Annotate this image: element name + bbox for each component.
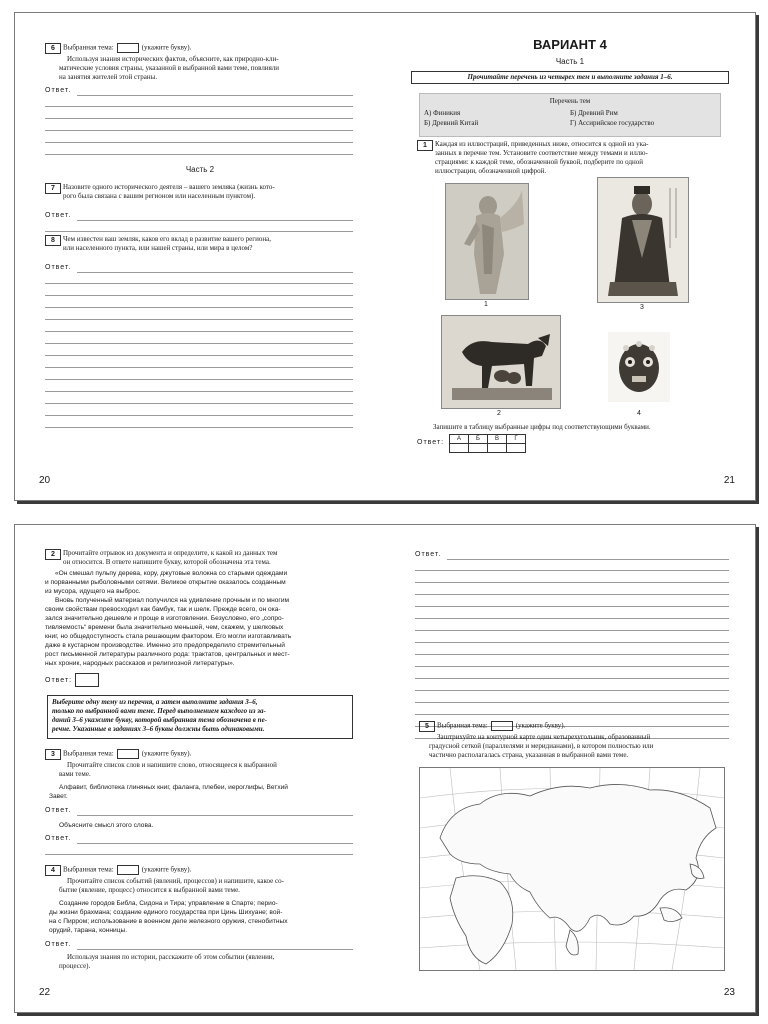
illustration-4-number: 4 (637, 410, 641, 417)
task-number-8: 8 (45, 235, 61, 246)
notice-box: Выберите одну тему из перечня, а затем выполните задания 3–6, только по выбранной вами теме. Перед выполнением каждого из за- даний 3–6 укажите букву, которой выбранная тема обозначена в пе- речне. Указанные в заданиях 3–6 буквы должны быть одинаковыми. (47, 695, 353, 739)
answer-label: Ответ: (417, 439, 445, 446)
topics-box (419, 93, 721, 137)
page-number: 20 (39, 475, 51, 486)
page-number: 21 (723, 475, 735, 486)
task3-text: Прочитайте список слов и напишите слово, относящееся к выбранной вами теме. (59, 761, 277, 778)
illustration-1-number: 1 (484, 301, 488, 308)
task4-label: Выбранная тема: (укажите букву). (63, 865, 192, 874)
task6-label: Выбранная тема: (укажите букву). (63, 43, 192, 52)
task7-text: Назовите одного исторического деятеля – вашего земляка (жизнь кото- рого была связана с вашим регионом или населенным пунктом). (63, 183, 275, 200)
task3-label: Выбранная тема: (укажите букву). (63, 749, 192, 758)
task-number-1: 1 (417, 140, 433, 151)
answer-line[interactable] (77, 806, 353, 816)
contour-map-eurasia[interactable] (419, 767, 725, 971)
task3-explain: Объясните смысл этого слова. (59, 822, 154, 829)
answer-cell-g[interactable] (507, 444, 526, 453)
answer-cell-a[interactable] (450, 444, 469, 453)
book-spread-top (14, 12, 756, 501)
illustration-2-number: 2 (497, 410, 501, 417)
task6-text: Используя знания исторических фактов, объясните, как природно-кли- матические условия страны, указанной в выбранной вами теме, повлияли на занятия жителей этой страны. (59, 55, 280, 81)
answer-lines-4[interactable] (415, 559, 729, 739)
task4-events: Создание городов Библа, Сидона и Тира; управление в Спарте; перио- ды жизни брахмана; создание единого государства при Цинь Шихуане; вой- на с Пирром; использование в военном деле железного оружия, стенобитных орудий, тарана, конницы. (49, 900, 288, 934)
part1-heading: Часть 1 (555, 57, 585, 66)
instruction-box: Прочитайте перечень из четырех тем и выполните задания 1–6. (411, 71, 729, 84)
illustration-1-assyrian-relief (445, 183, 529, 300)
illustration-3-number: 3 (640, 304, 644, 311)
answer-cell-v[interactable] (488, 444, 507, 453)
answer-label: Ответ. (415, 551, 442, 558)
answer-label: Ответ. (45, 87, 72, 94)
task-number-7: 7 (45, 183, 61, 194)
page-23 (385, 525, 755, 1012)
answer-label: Ответ. (45, 807, 72, 814)
page-number: 23 (723, 987, 735, 998)
topic-b: Б) Древний Рим (570, 109, 618, 117)
task-number-2: 2 (45, 549, 61, 560)
task8-text: Чем известен ваш земляк, каков его вклад в развитие вашего региона, или населенного пункта, или нашей страны, или мира в целом? (63, 235, 271, 252)
task-number-4: 4 (45, 865, 61, 876)
variant-title: ВАРИАНТ 4 (533, 37, 607, 52)
page-21 (385, 13, 755, 500)
letter-b: Б (469, 435, 488, 444)
topic-letter-box[interactable] (117, 43, 139, 53)
answer-line[interactable] (77, 940, 353, 950)
letter-g: Г (507, 435, 526, 444)
document-quote: «Он смешал пульпу дерева, кору, джутовые волокна со старыми одеждами и порванными рыболовными сетями. Великое открытие оказалось созданным из мусора, идущего на выброс. Вновь полученный материал получился на удивление прочным и по многим своим свойствам превосходил как бамбук, так и шелк. Прежде всего, он ока- зался значительно дешевле и проще в изготовлении. Безусловно, его „сопро- тивляемость“ времени была значительно меньшей, чем, скажем, у шелковых книг, но общедоступность стала решающим фактором. Его могли изготавливать даже в кустарном производстве. Именно это предопределило стремительный рост письменной литературы различного рода: трактатов, центральных и мест- ных хроник, народных рассказов и религиозной литературы». (45, 570, 292, 667)
topic-a: А) Финикия (424, 109, 461, 117)
topic-letter-box[interactable] (491, 721, 513, 731)
answer-label: Ответ. (45, 212, 72, 219)
topic-letter-box[interactable] (117, 865, 139, 875)
answer-cell-b[interactable] (469, 444, 488, 453)
answer-box-2[interactable] (75, 673, 99, 687)
answer-label: Ответ. (45, 835, 72, 842)
task4-text: Прочитайте список событий (явлений, процессов) и напишите, какое со- бытие (явление, процесс) относится к выбранной вами теме. (59, 877, 284, 894)
task2-text: Прочитайте отрывок из документа и определите, к какой из данных тем он относится. В ответе напишите букву, которой обозначена эта тема. (63, 549, 278, 566)
answer-label: Ответ. (45, 941, 72, 948)
answer-label: Ответ. (45, 264, 72, 271)
task1-text: Каждая из иллюстраций, приведенных ниже, относится к одной из ука- занных в перечне тем. Установите соответствие между темами и иллю- страциями: к каждой теме, обозначенной буквой, подберите по одной иллюстрации, обозначенной цифрой. (435, 140, 649, 175)
task3-words: Алфавит, библиотека глиняных книг, фаланга, плебеи, иероглифы, Ветхий Завет. (49, 784, 288, 800)
letter-v: В (488, 435, 507, 444)
book-spread-bottom (14, 524, 756, 1013)
topic-g: Г) Ассирийское государство (570, 119, 655, 127)
answer-label: Ответ: (45, 677, 73, 684)
answer-lines-8[interactable] (45, 272, 353, 428)
task-number-3: 3 (45, 749, 61, 760)
task-number-5: 5 (419, 721, 435, 732)
page-20 (15, 13, 385, 500)
topic-v: Б) Древний Китай (424, 119, 479, 127)
topic-letter-box[interactable] (117, 749, 139, 759)
answer-lines-3[interactable] (45, 843, 353, 855)
answer-table (449, 434, 526, 453)
illustration-2-capitoline-wolf (441, 315, 561, 409)
illustration-4-phoenician-glass-pendant (607, 331, 671, 403)
task-number-6: 6 (45, 43, 61, 54)
task5-text: Заштрихуйте на контурной карте один четырехугольник, образованный градусной сеткой (параллелями и меридианами), в котором полностью или частично располагалась страна, указанная в выбранной вами теме. (429, 733, 654, 759)
page-22 (15, 525, 385, 1012)
part2-heading: Часть 2 (185, 165, 215, 174)
page-number: 22 (39, 987, 51, 998)
topics-title: Перечень тем (549, 97, 591, 105)
task5-label: Выбранная тема: (укажите букву). (437, 721, 566, 730)
table-instruction: Запишите в таблицу выбранные цифры под соответствующими буквами. (433, 423, 651, 431)
illustration-3-chinese-sage-portrait (597, 177, 689, 303)
letter-a: А (450, 435, 469, 444)
answer-lines-6[interactable] (45, 95, 353, 155)
task4-tell: Используя знания по истории, расскажите об этом событии (явлении, процессе). (59, 953, 275, 970)
answer-lines-7[interactable] (45, 220, 353, 232)
